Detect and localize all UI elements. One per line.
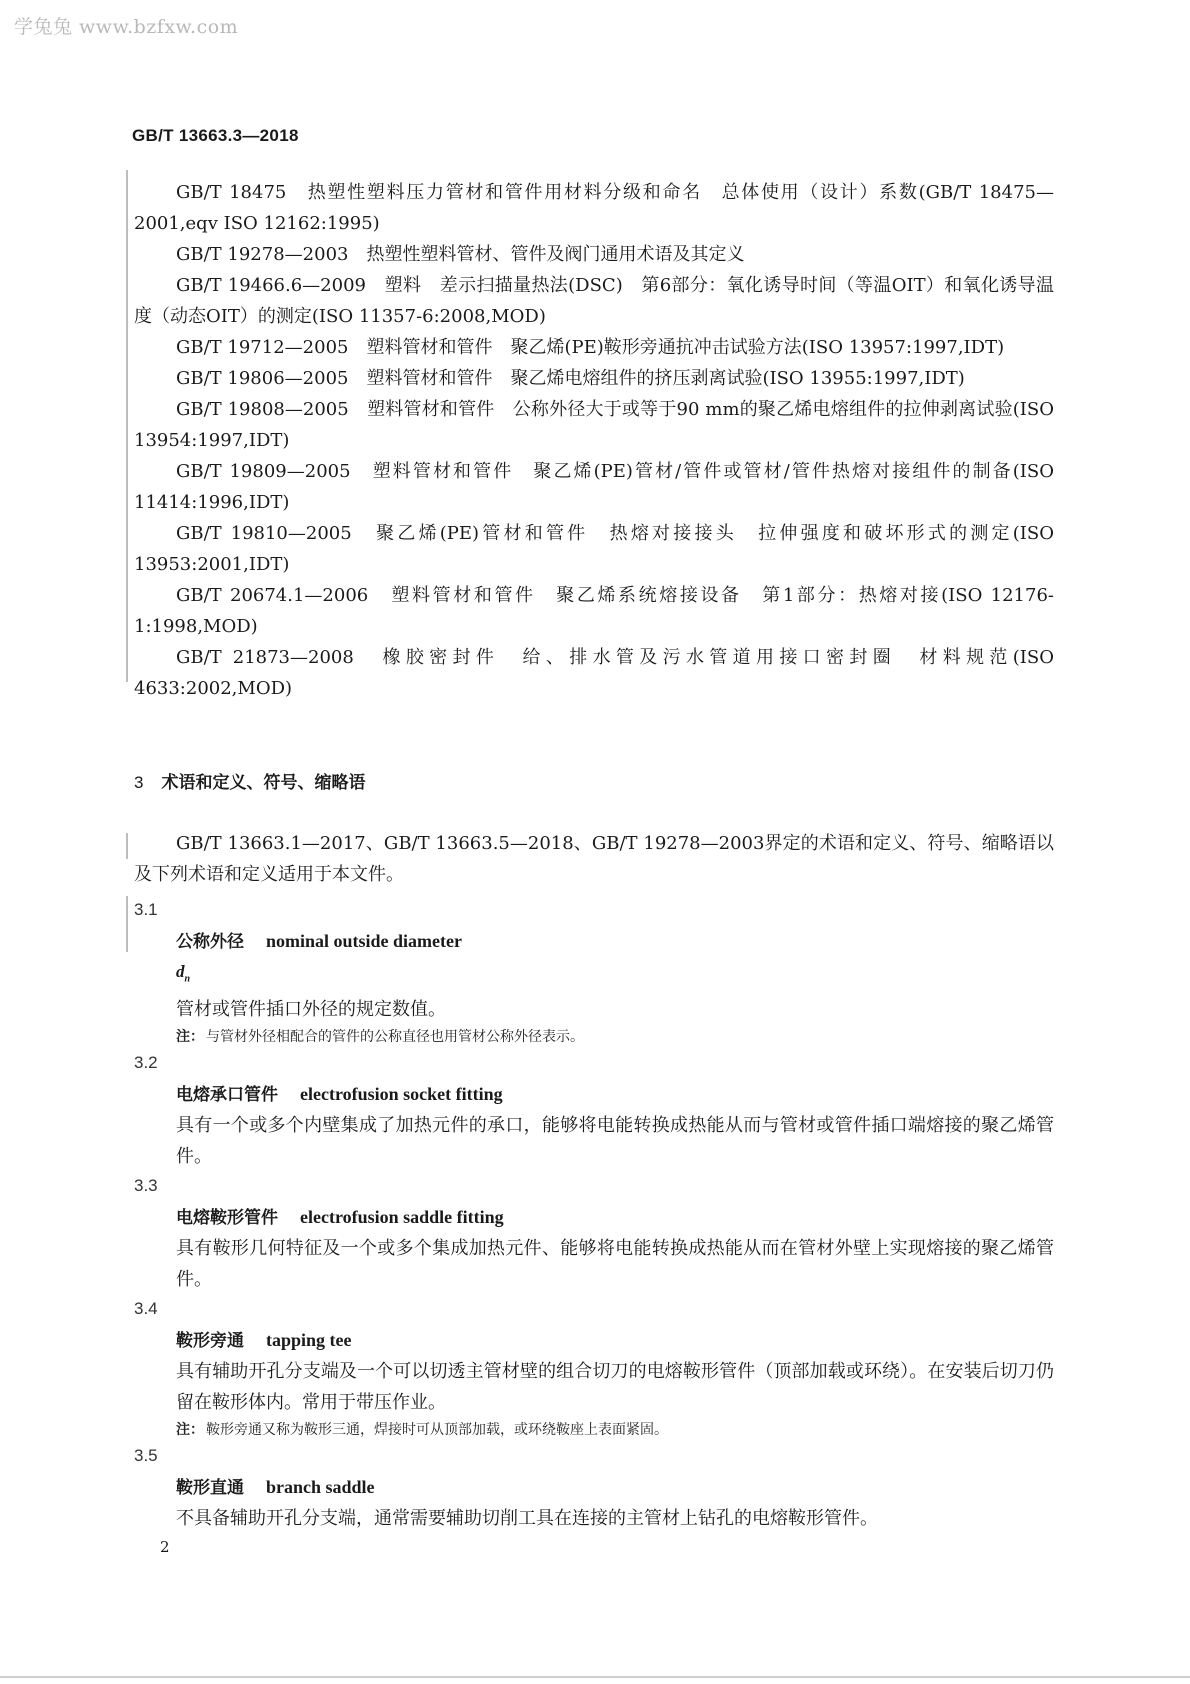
normative-references-list: [134, 177, 1054, 704]
term-definition: 具有一个或多个内壁集成了加热元件的承口，能够将电能转换成热能从而与管材或管件插口端熔接的聚乙烯管件。: [176, 1115, 1054, 1168]
symbol-subscript: n: [184, 973, 191, 985]
term-zh: 电熔鞍形管件: [176, 1208, 278, 1229]
reference-item: GB/T 20674.1—2006 塑料管材和管件 聚乙烯系统熔接设备 第1部分：热熔对接(ISO 12176-1:1998,MOD): [134, 585, 1054, 637]
reference-item: GB/T 18475 热塑性塑料压力管材和管件用材料分级和命名 总体使用（设计）系数(GB/T 18475—2001,eqv ISO 12162:1995): [134, 182, 1054, 234]
term-entry: [134, 896, 1054, 1049]
section-number: 3: [134, 773, 144, 792]
reference-item: GB/T 19809—2005 塑料管材和管件 聚乙烯(PE)管材/管件或管材/管件热熔对接组件的制备(ISO 11414:1996,IDT): [134, 461, 1054, 513]
term-title: [176, 1325, 1054, 1356]
term-number: 3.3: [134, 1176, 158, 1196]
term-entry: [134, 1442, 1054, 1534]
term-title: [176, 1472, 1054, 1503]
term-number: 3.2: [134, 1053, 158, 1073]
note-text: 与管材外径相配合的管件的公称直径也用管材公称外径表示。: [206, 1029, 584, 1046]
term-title: [176, 926, 1054, 957]
term-en: branch saddle: [266, 1477, 375, 1498]
term-number: 3.1: [134, 900, 158, 919]
section-heading: [134, 768, 365, 793]
change-bar: [126, 896, 128, 952]
term-zh: 鞍形直通: [176, 1478, 244, 1499]
term-symbol: [176, 957, 1054, 994]
reference-item: GB/T 19808—2005 塑料管材和管件 公称外径大于或等于90 mm的聚乙烯电熔组件的拉伸剥离试验(ISO 13954:1997,IDT): [134, 399, 1054, 451]
term-note: [176, 1025, 1054, 1049]
reference-item: GB/T 19712—2005 塑料管材和管件 聚乙烯(PE)鞍形旁通抗冲击试验方法(ISO 13957:1997,IDT): [176, 337, 1005, 358]
term-title: [176, 1202, 1054, 1233]
term-zh: 鞍形旁通: [176, 1331, 244, 1352]
term-definition: 具有辅助开孔分支端及一个可以切透主管材壁的组合切刀的电熔鞍形管件（顶部加载或环绕）。在安装后切刀仍留在鞍形体内。常用于带压作业。: [176, 1361, 1054, 1414]
reference-item: GB/T 19806—2005 塑料管材和管件 聚乙烯电熔组件的挤压剥离试验(ISO 13955:1997,IDT): [176, 368, 965, 389]
term-number: 3.5: [134, 1446, 158, 1466]
term-number: 3.4: [134, 1299, 158, 1319]
note-label: 注：: [176, 1029, 204, 1046]
change-bar: [126, 833, 128, 859]
page-number: 2: [160, 1538, 170, 1556]
change-bar: [126, 170, 128, 682]
section-intro: GB/T 13663.1—2017、GB/T 13663.5—2018、GB/T 19278—2003界定的术语和定义、符号、缩略语以及下列术语和定义适用于本文件。: [134, 833, 1054, 885]
term-zh: 公称外径: [176, 932, 244, 952]
term-en: nominal outside diameter: [266, 931, 462, 951]
reference-item: GB/T 21873—2008 橡胶密封件 给、排水管及污水管道用接口密封圈 材料规范(ISO 4633:2002,MOD): [134, 647, 1054, 699]
term-definition: 具有鞍形几何特征及一个或多个集成加热元件、能够将电能转换成热能从而在管材外壁上实现熔接的聚乙烯管件。: [176, 1238, 1054, 1291]
reference-item: GB/T 19466.6—2009 塑料 差示扫描量热法(DSC) 第6部分：氧化诱导时间（等温OIT）和氧化诱导温度（动态OIT）的测定(ISO 11357-6:2008,MOD): [134, 275, 1054, 327]
term-zh: 电熔承口管件: [176, 1085, 278, 1106]
reference-item: GB/T 19810—2005 聚乙烯(PE)管材和管件 热熔对接接头 拉伸强度和破坏形式的测定(ISO 13953:2001,IDT): [134, 523, 1054, 575]
section-title: 术语和定义、符号、缩略语: [161, 773, 366, 792]
term-definition: 管材或管件插口外径的规定数值。: [176, 999, 446, 1021]
term-en: tapping tee: [266, 1330, 352, 1351]
term-title: [176, 1079, 1054, 1110]
term-entry: [134, 1049, 1054, 1172]
term-en: electrofusion saddle fitting: [300, 1207, 504, 1228]
reference-item: GB/T 19278—2003 热塑性塑料管材、管件及阀门通用术语及其定义: [176, 244, 745, 265]
page-bottom-rule: [0, 1676, 1190, 1678]
note-text: 鞍形旁通又称为鞍形三通，焊接时可从顶部加载，或环绕鞍座上表面紧固。: [206, 1422, 668, 1439]
term-entry: [134, 1172, 1054, 1295]
symbol-main: d: [176, 962, 185, 981]
note-label: 注：: [176, 1422, 204, 1439]
document-number-header: GB/T 13663.3—2018: [132, 126, 299, 145]
watermark: 学兔兔 www.bzfxw.com: [14, 16, 239, 38]
terms-list: [134, 896, 1054, 1534]
term-en: electrofusion socket fitting: [300, 1084, 503, 1105]
term-note: [176, 1418, 1054, 1442]
term-definition: 不具备辅助开孔分支端，通常需要辅助切削工具在连接的主管材上钻孔的电熔鞍形管件。: [176, 1508, 878, 1530]
term-entry: [134, 1295, 1054, 1442]
